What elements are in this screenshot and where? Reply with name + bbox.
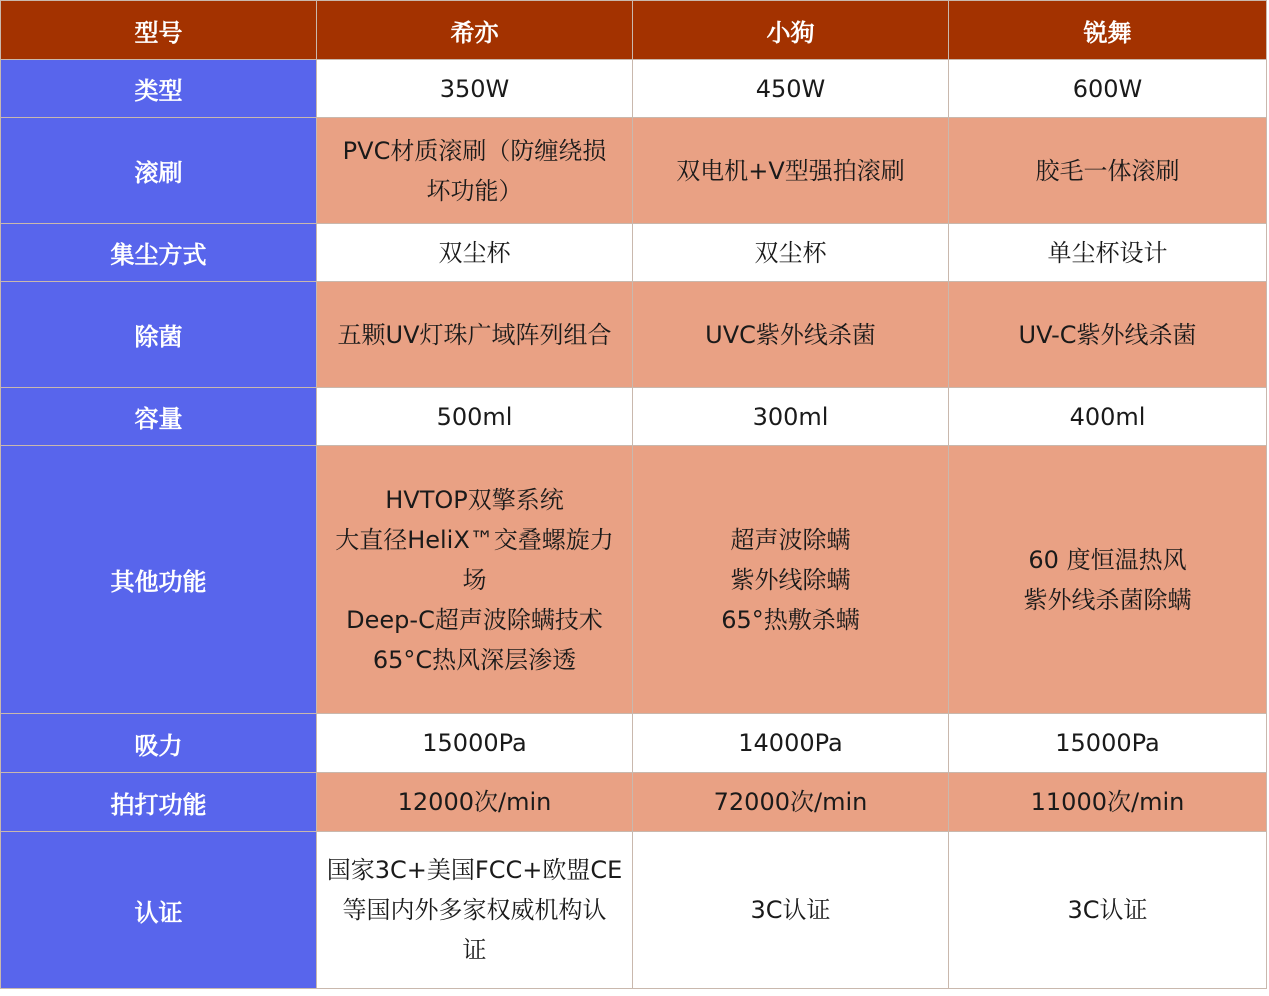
cell-value: UV-C紫外线杀菌 [949,282,1267,388]
cell-value: 350W [317,60,633,118]
cell-value: 500ml [317,388,633,446]
table-row-power [1,60,1267,118]
cell-value: 14000Pa [633,714,949,773]
table-row-other-features [1,446,1267,714]
cell-value: HVTOP双擎系统 大直径HeliX™交叠螺旋力 场 Deep-C超声波除螨技术 65°C热风深层渗透 [317,446,633,714]
table-row-sterilization [1,282,1267,388]
row-label: 容量 [1,388,317,446]
row-label: 认证 [1,832,317,989]
cell-value: 15000Pa [317,714,633,773]
cell-value: 胶毛一体滚刷 [949,118,1267,224]
product-name-1: 希亦 [317,1,633,60]
cell-value: 300ml [633,388,949,446]
cell-value: 五颗UV灯珠广域阵列组合 [317,282,633,388]
header-row [1,1,1267,60]
cell-value: 72000次/min [633,773,949,832]
cell-value: 3C认证 [949,832,1267,989]
product-name-2: 小狗 [633,1,949,60]
cell-value: 11000次/min [949,773,1267,832]
row-label: 类型 [1,60,317,118]
row-label: 吸力 [1,714,317,773]
row-label: 其他功能 [1,446,317,714]
cell-value: 450W [633,60,949,118]
cell-value: UVC紫外线杀菌 [633,282,949,388]
table-row-tapping [1,773,1267,832]
cell-value: 单尘杯设计 [949,224,1267,282]
table-row-suction [1,714,1267,773]
cell-value: 超声波除螨 紫外线除螨 65°热敷杀螨 [633,446,949,714]
cell-value: PVC材质滚刷（防缠绕损 坏功能） [317,118,633,224]
cell-value: 400ml [949,388,1267,446]
cell-value: 国家3C+美国FCC+欧盟CE 等国内外多家权威机构认 证 [317,832,633,989]
table-row-brush [1,118,1267,224]
table-row-dust-collection [1,224,1267,282]
cell-value: 600W [949,60,1267,118]
product-name-3: 锐舞 [949,1,1267,60]
cell-value: 双电机+V型强拍滚刷 [633,118,949,224]
cell-value: 15000Pa [949,714,1267,773]
cell-value: 双尘杯 [317,224,633,282]
cell-value: 3C认证 [633,832,949,989]
cell-value: 60 度恒温热风 紫外线杀菌除螨 [949,446,1267,714]
cell-value: 双尘杯 [633,224,949,282]
row-label: 拍打功能 [1,773,317,832]
header-label: 型号 [1,1,317,60]
table-row-certification [1,832,1267,989]
row-label: 集尘方式 [1,224,317,282]
table-row-capacity [1,388,1267,446]
row-label: 滚刷 [1,118,317,224]
cell-value: 12000次/min [317,773,633,832]
row-label: 除菌 [1,282,317,388]
